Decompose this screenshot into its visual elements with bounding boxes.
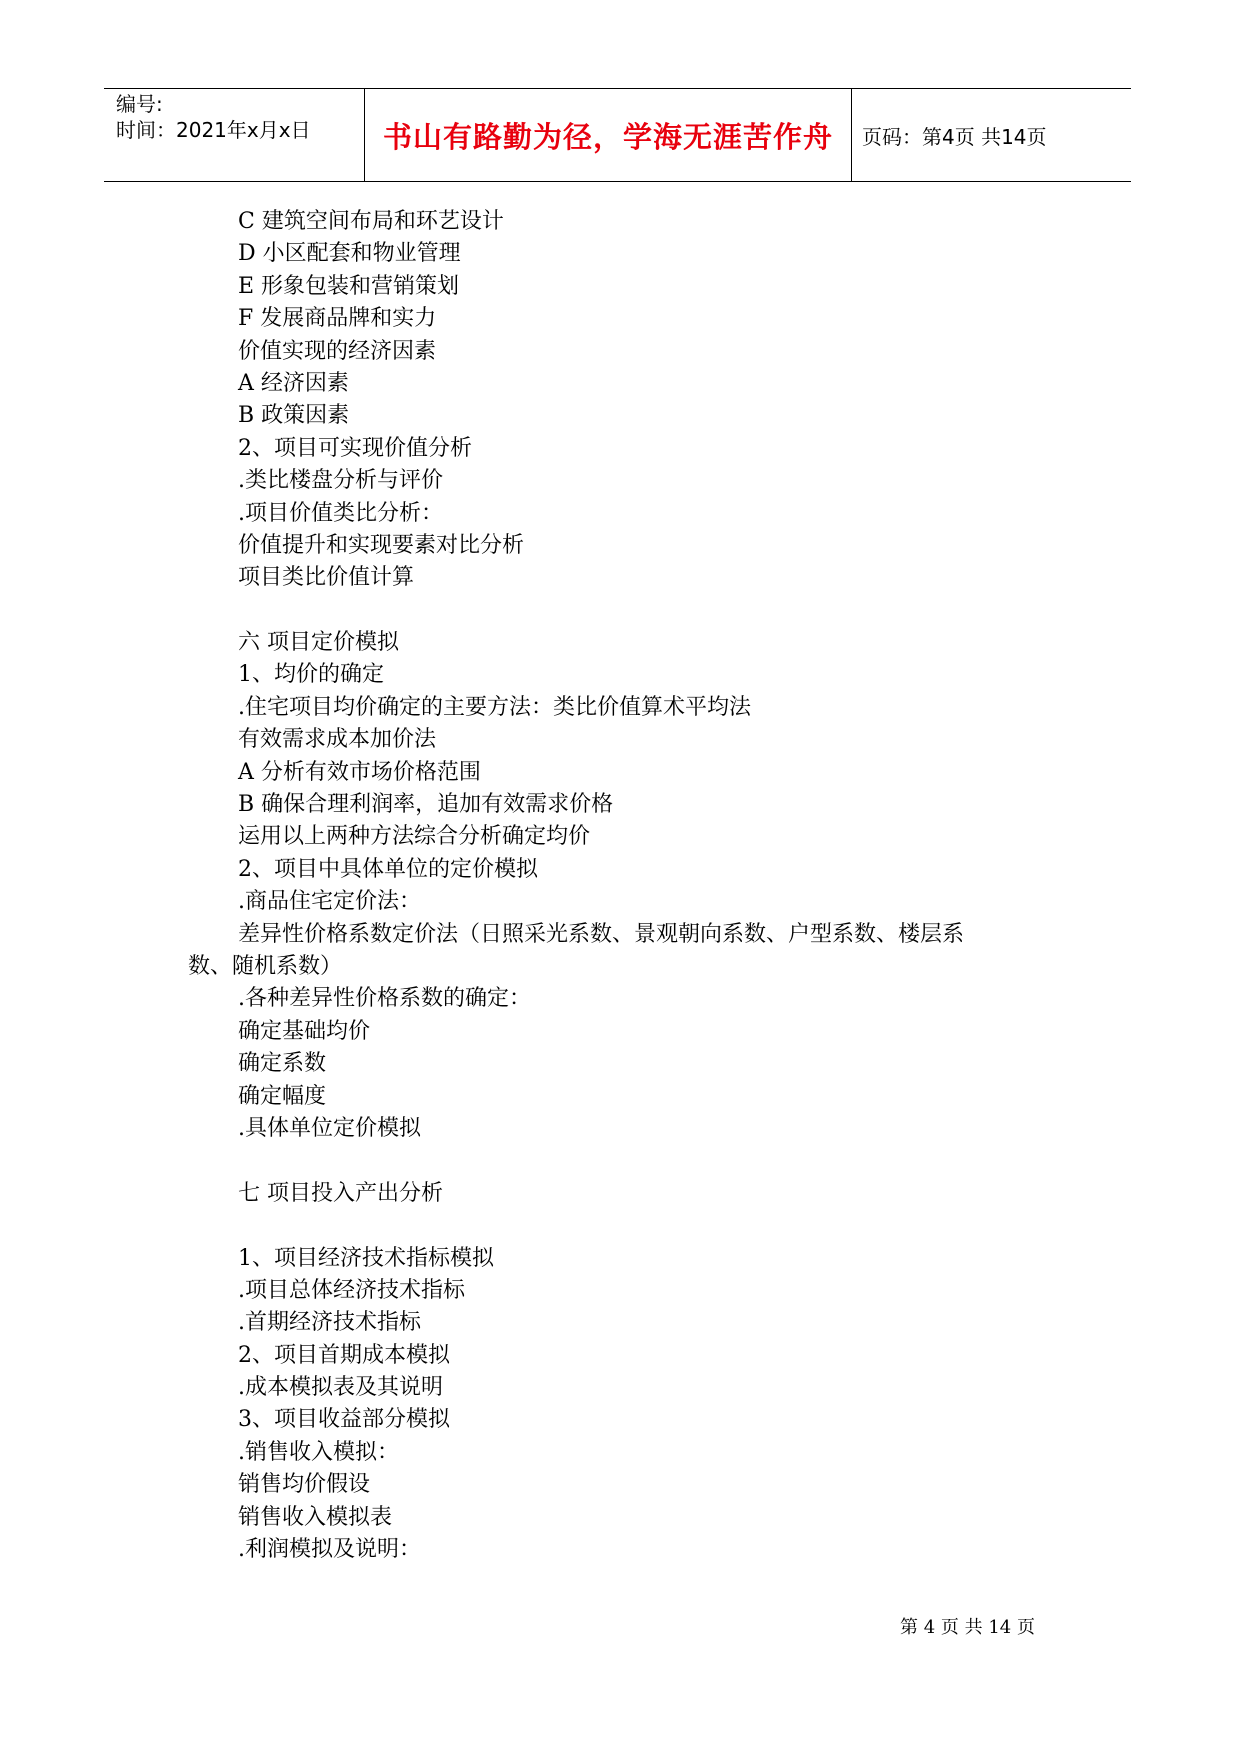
body-line: .利润模拟及说明： [238,1537,421,1563]
body-line: .项目价值类比分析： [238,500,443,526]
body-line: 运用以上两种方法综合分析确定均价 [238,824,591,850]
blank-line [238,595,1058,627]
section-heading: 七 项目投入产出分析 [238,1180,443,1206]
body-line: .具体单位定价模拟 [238,1115,421,1141]
body-line: 确定系数 [238,1051,327,1077]
body-line: 差异性价格系数定价法（日照采光系数、景观朝向系数、户型系数、楼层系 [238,921,965,947]
body-line: C 建筑空间布局和环艺设计 [238,209,504,234]
body-line: B 政策因素 [238,403,350,429]
body-line: 销售均价假设 [238,1472,371,1498]
body-line: .住宅项目均价确定的主要方法：类比价值算术平均法 [238,694,751,720]
body-line: 项目类比价值计算 [238,565,415,591]
body-line: A 经济因素 [238,370,349,396]
body-line: 价值提升和实现要素对比分析 [238,532,525,558]
body-line: 2、项目首期成本模拟 [238,1342,450,1368]
body-line: A 分析有效市场价格范围 [238,759,481,785]
body-line: 价值实现的经济因素 [238,338,437,364]
document-code-label: 编号: [116,92,163,116]
body-line: .项目总体经济技术指标 [238,1277,465,1303]
body-line-continuation: 数、随机系数） [188,953,343,979]
body-line: D 小区配套和物业管理 [238,241,461,267]
body-line: 1、项目经济技术指标模拟 [238,1245,494,1271]
header-left-cell [104,89,364,181]
body-line: 销售收入模拟表 [238,1504,393,1530]
body-line: .成本模拟表及其说明 [238,1375,443,1401]
body-line: 确定幅度 [238,1083,327,1109]
body-line: 2、项目可实现价值分析 [238,435,472,461]
document-body [188,206,1058,1566]
body-line: 确定基础均价 [238,1018,371,1044]
body-line: 1、均价的确定 [238,662,384,688]
body-line: 3、项目收益部分模拟 [238,1407,450,1433]
header-motto: 书山有路勤为径，学海无涯苦作舟 [364,89,852,181]
document-time-label: 时间：2021年x月x日 [116,118,311,142]
blank-line [238,1145,1058,1177]
body-line: F 发展商品牌和实力 [238,306,437,332]
body-line: E 形象包装和营销策划 [238,273,460,299]
body-line: .销售收入模拟： [238,1439,399,1465]
blank-line [238,1210,1058,1242]
body-line: .各种差异性价格系数的确定： [238,986,531,1012]
page-footer: 第 4 页 共 14 页 [900,1617,1035,1638]
body-line: .首期经济技术指标 [238,1310,421,1336]
body-line: .商品住宅定价法： [238,889,421,915]
body-line: 2、项目中具体单位的定价模拟 [238,856,538,882]
body-line: B 确保合理利润率，追加有效需求价格 [238,792,614,818]
section-heading: 六 项目定价模拟 [238,630,399,656]
header-page-label: 页码：第4页 共14页 [862,124,1047,149]
page-header [104,88,1131,182]
body-line: 有效需求成本加价法 [238,727,437,753]
body-line: .类比楼盘分析与评价 [238,468,443,494]
